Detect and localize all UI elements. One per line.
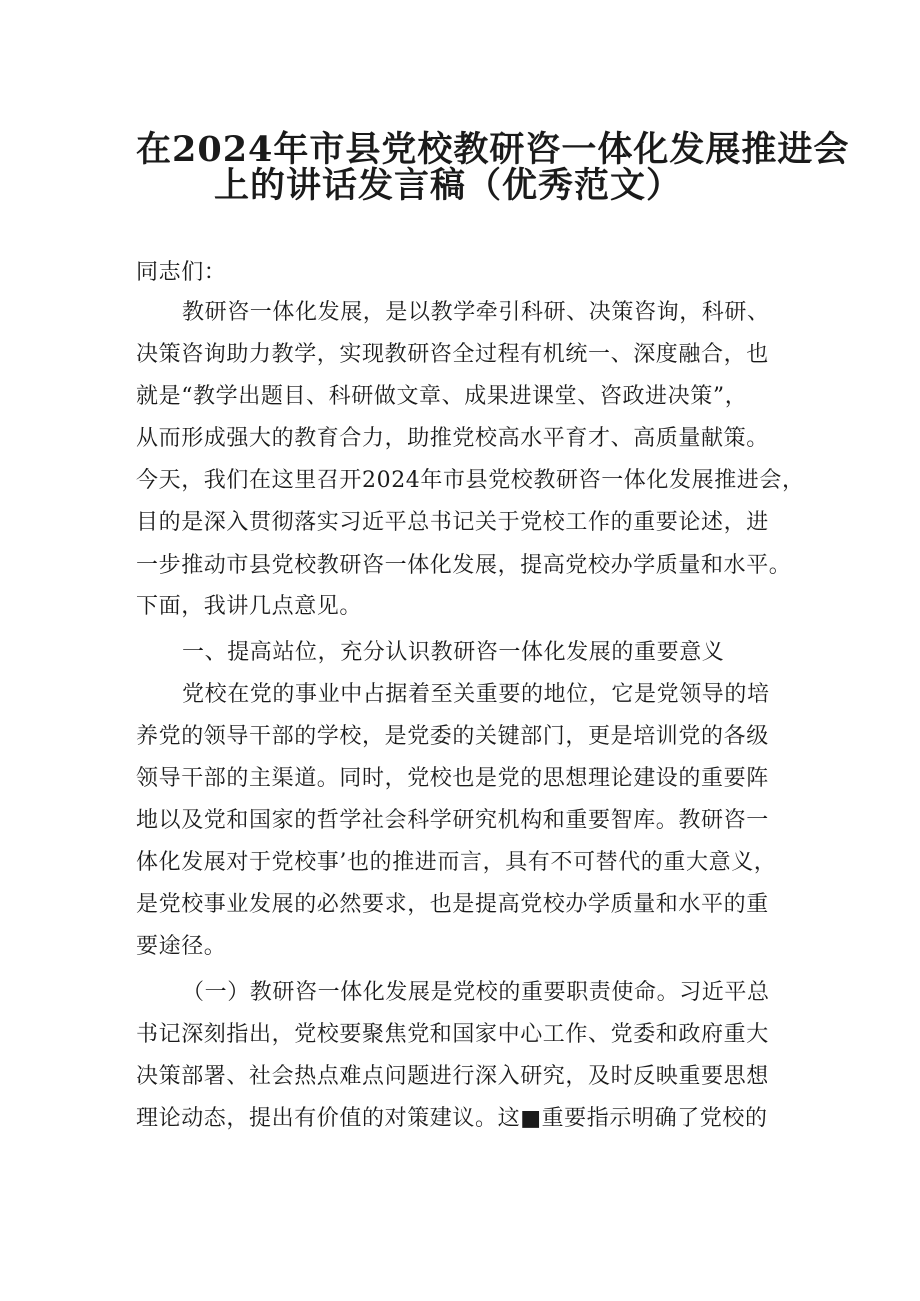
section-heading: 一、提高站位，充分认识教研咨一体化发展的重要意义 <box>182 640 725 665</box>
subsection-paragraph-line: （一）教研咨一体化发展是党校的重要职责使命。习近平总 <box>182 980 770 1005</box>
paragraph-line: 地以及党和国家的哲学社会科学研究机构和重要智库。教研咨一 <box>136 808 769 833</box>
salutation: 同志们： <box>136 260 227 285</box>
paragraph-line: 就是“教学出题目、科研做文章、成果进课堂、咨政进决策”， <box>136 384 748 409</box>
paragraph-line: 养党的领导干部的学校，是党委的关键部门，更是培训党的各级 <box>136 724 769 749</box>
paragraph-line: 一步推动市县党校教研咨一体化发展，提高党校办学质量和水平。 <box>136 553 792 578</box>
paragraph-line: 书记深刻指出，党校要聚焦党和国家中心工作、党委和政府重大 <box>136 1022 769 1047</box>
paragraph-line: 教研咨一体化发展，是以教学牵引科研、决策咨询，科研、 <box>182 300 770 325</box>
paragraph-line: 是党校事业发展的必然要求，也是提高党校办学质量和水平的重 <box>136 892 769 917</box>
paragraph-line: 领导干部的主渠道。同时，党校也是党的思想理论建设的重要阵 <box>136 766 769 791</box>
paragraph-line: 目的是深入贯彻落实习近平总书记关于党校工作的重要论述，进 <box>136 510 769 535</box>
document-title-line-1: 在2024年市县党校教研咨一体化发展推进会 <box>136 129 850 170</box>
paragraph-line: 党校在党的事业中占据着至关重要的地位，它是党领导的培 <box>182 682 770 707</box>
paragraph-line: 决策部署、社会热点难点问题进行深入研究，及时反映重要思想 <box>136 1064 769 1089</box>
paragraph-line: 从而形成强大的教育合力，助推党校高水平育才、高质量献策。 <box>136 426 769 451</box>
paragraph-line: 下面，我讲几点意见。 <box>136 594 363 619</box>
paragraph-line: 体化发展对于党校事’也的推进而言，具有不可替代的重大意义， <box>136 850 777 875</box>
paragraph-line: 要途径。 <box>136 934 227 959</box>
paragraph-line: 今天，我们在这里召开2024年市县党校教研咨一体化发展推进会， <box>136 468 805 493</box>
paragraph-line: 理论动态，提出有价值的对策建议。这■重要指示明确了党校的 <box>136 1106 768 1131</box>
paragraph-line: 决策咨询助力教学，实现教研咨全过程有机统一、深度融合，也 <box>136 342 769 367</box>
document-title-line-2: 上的讲话发言稿（优秀范文） <box>214 165 683 206</box>
